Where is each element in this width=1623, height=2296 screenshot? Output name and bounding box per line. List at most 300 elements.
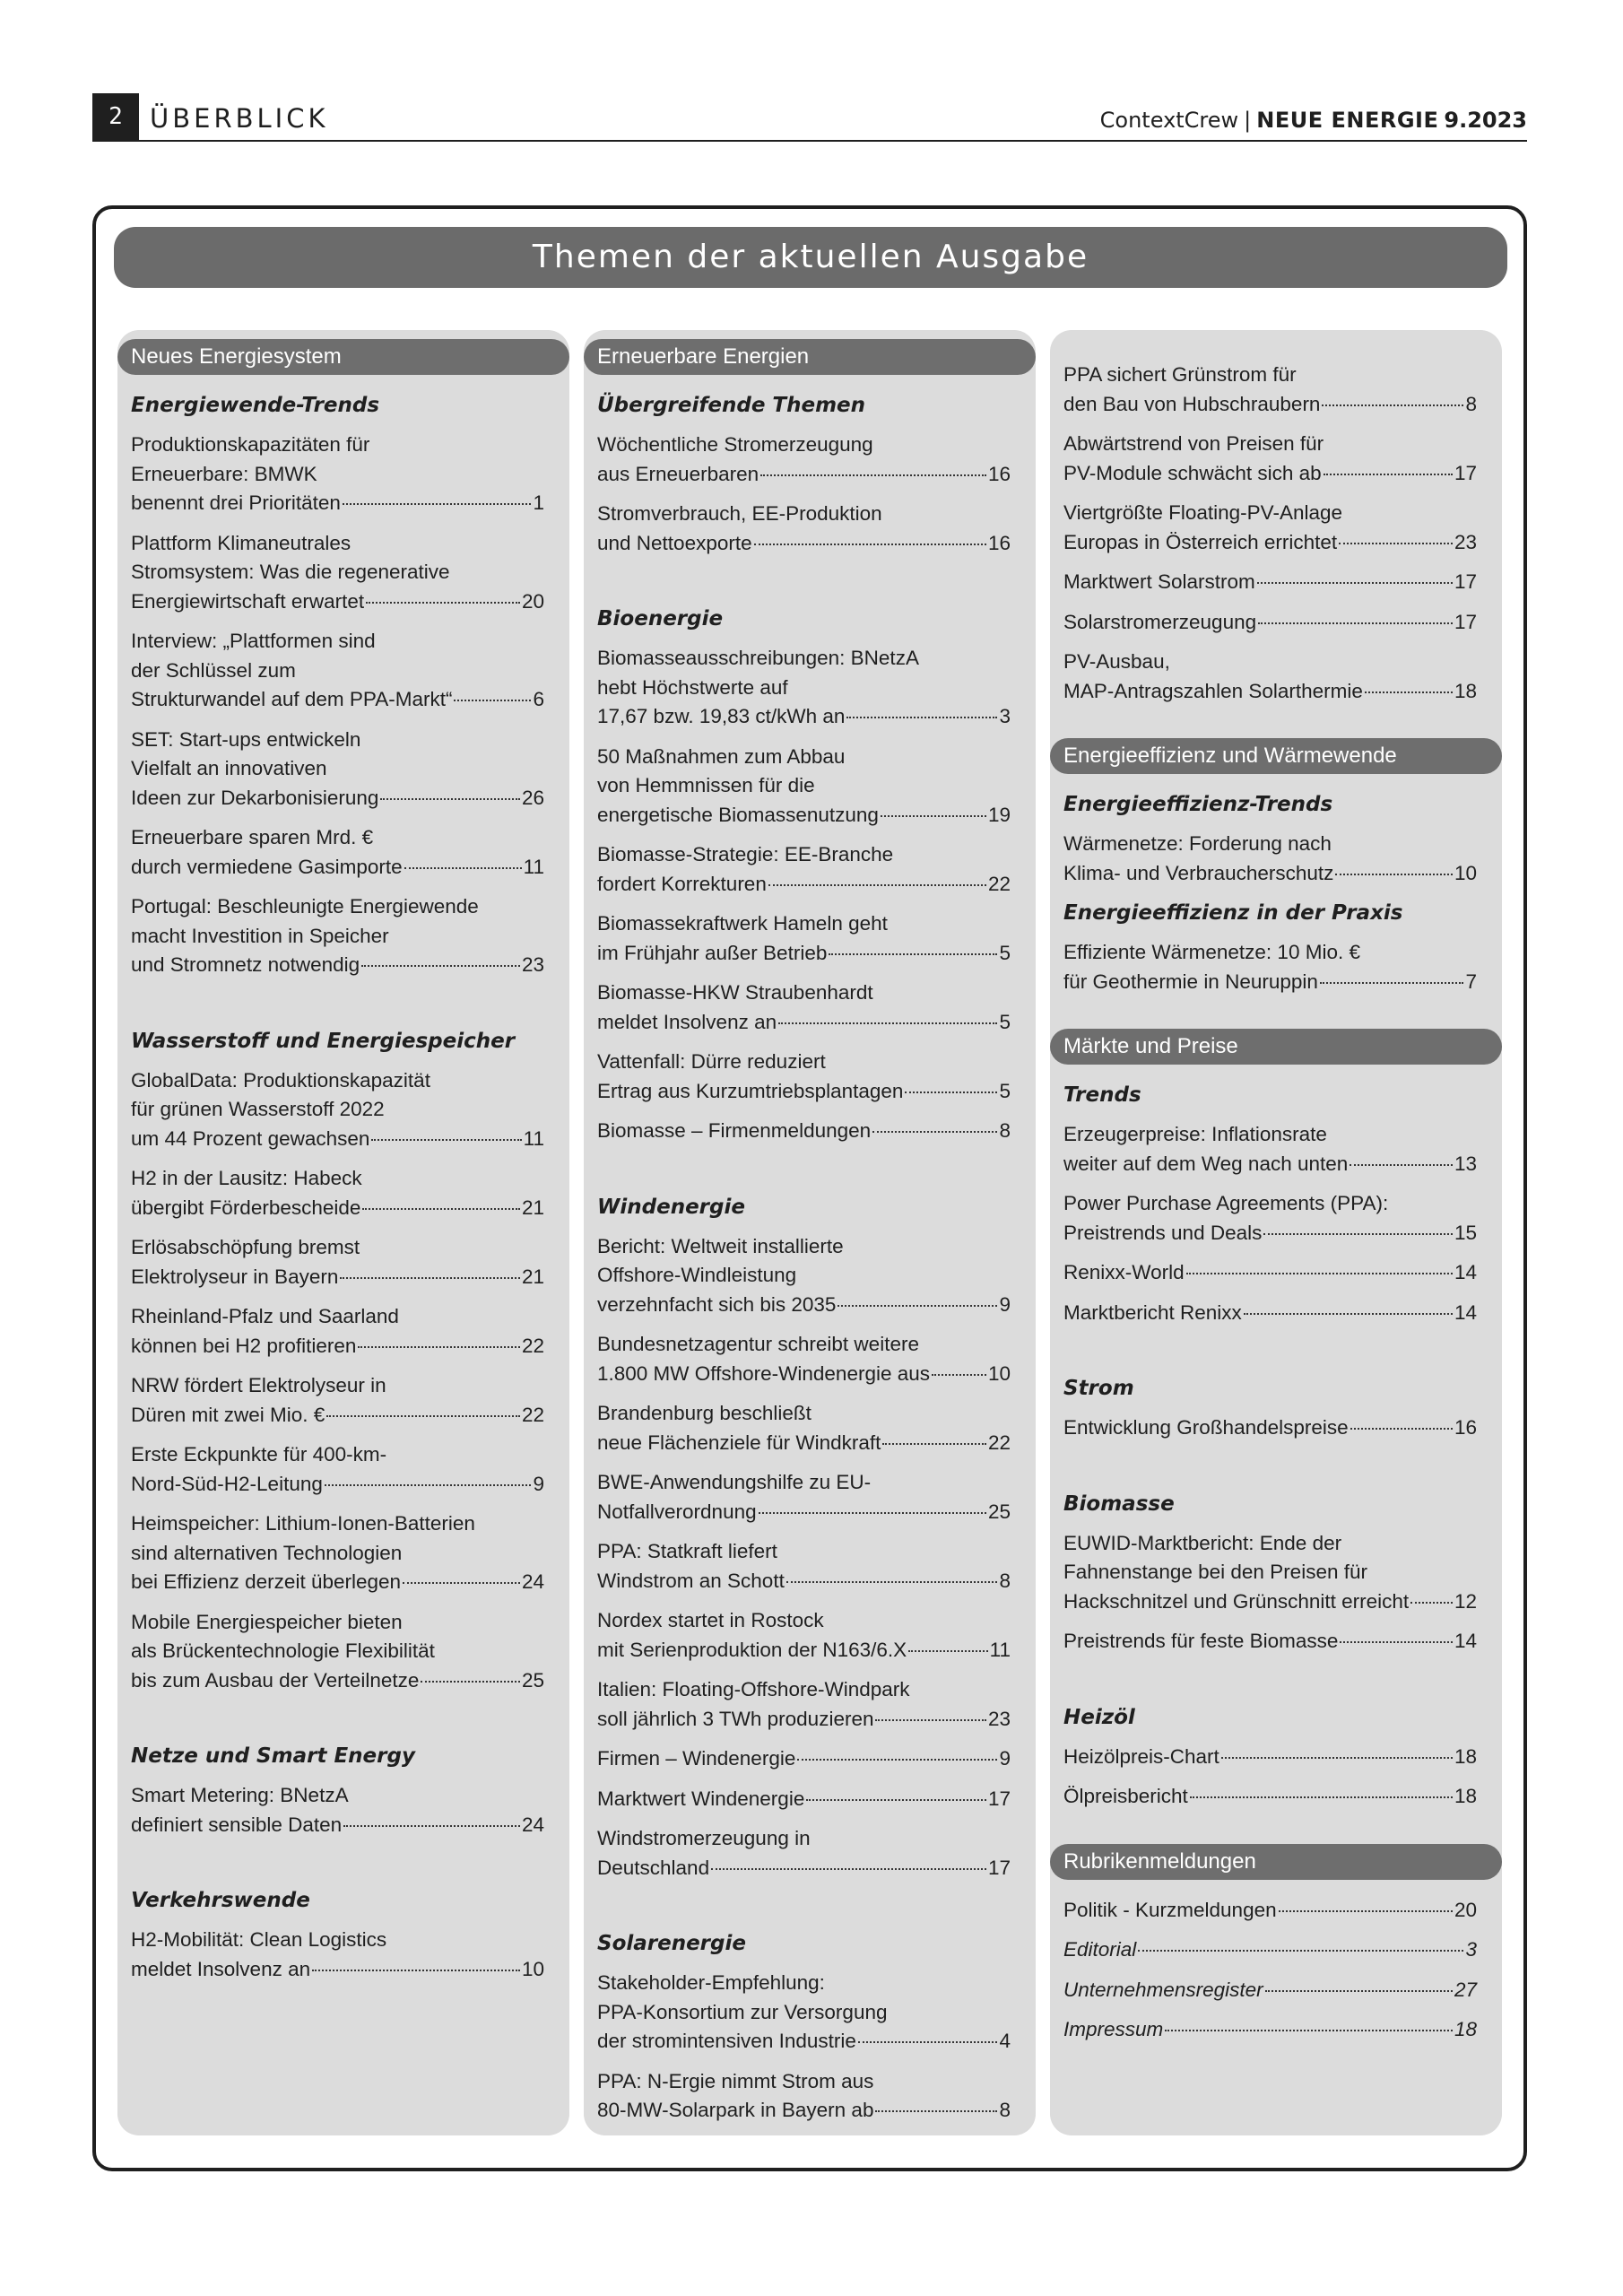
dot-leader	[908, 1650, 987, 1652]
entry-last-line	[597, 460, 1011, 490]
contents-title: Themen der aktuellen Ausgabe	[114, 227, 1507, 288]
entry-text: im Frühjahr außer Betrieb	[597, 941, 828, 964]
entry-last-line	[1063, 677, 1477, 707]
entry-text: den Bau von Hubschraubern	[1063, 392, 1321, 415]
toc-entry	[1050, 1627, 1502, 1657]
subsection-heading: Bioenergie	[597, 607, 724, 631]
page-number-ref: 16	[987, 462, 1011, 485]
toc-entry	[117, 892, 569, 980]
entry-line: macht Investition in Speicher	[131, 924, 389, 947]
toc-entry	[1050, 938, 1502, 996]
entry-last-line	[131, 587, 544, 617]
brand-name: NEUE ENERGIE	[1256, 108, 1439, 133]
entry-line: Windstromerzeugung in	[597, 1827, 811, 1849]
entry-last-line	[597, 2027, 1011, 2057]
page-number-ref: 21	[521, 1265, 544, 1288]
entry-text: Marktwert Solarstrom	[1063, 570, 1255, 593]
entry-text: energetische Biomassenutzung	[597, 803, 879, 826]
dot-leader	[905, 1091, 997, 1093]
toc-entry	[584, 500, 1036, 558]
entry-line: sind alternativen Technologien	[131, 1541, 403, 1564]
entry-last-line	[1063, 1896, 1477, 1926]
page-number-ref: 22	[987, 872, 1011, 895]
dot-leader	[875, 1719, 985, 1721]
page-number-ref: 9	[999, 1747, 1011, 1770]
dot-leader	[846, 717, 997, 718]
entry-line: Interview: „Plattformen sind	[131, 630, 376, 652]
entry-text: Preistrends für feste Biomasse	[1063, 1630, 1339, 1652]
entry-text: Unternehmensregister	[1063, 1978, 1263, 2001]
section-title: ÜBERBLICK	[150, 103, 329, 134]
spacer	[1050, 1338, 1502, 1374]
page-number-ref: 17	[1454, 461, 1477, 484]
dot-leader	[881, 815, 986, 817]
entry-line: PPA: Statkraft liefert	[597, 1540, 777, 1562]
dot-leader	[404, 867, 522, 869]
dot-leader	[1265, 1990, 1453, 1992]
entry-last-line	[597, 1636, 1011, 1665]
entry-text: Energiewirtschaft erwartet	[131, 589, 365, 613]
page-number-ref: 22	[987, 1431, 1011, 1454]
entry-last-line	[597, 1705, 1011, 1735]
entry-line: Biomasseausschreibungen: BNetzA	[597, 647, 919, 669]
entry-last-line	[1063, 1587, 1477, 1617]
entry-line: der Schlüssel zum	[131, 658, 296, 682]
category-header: Erneuerbare Energien	[584, 339, 1036, 375]
entry-text: Elektrolyseur in Bayern	[131, 1265, 339, 1288]
entry-last-line	[597, 1744, 1011, 1774]
entry-text: Ölpreisbericht	[1063, 1785, 1188, 1807]
entry-last-line	[1063, 390, 1477, 420]
entry-line: Produktionskapazitäten für	[131, 433, 370, 456]
entry-last-line	[131, 1194, 544, 1223]
entry-text: durch vermiedene Gasimporte	[131, 855, 403, 878]
subsection-heading: Energiewende-Trends	[131, 394, 380, 417]
spacer	[1050, 717, 1502, 738]
contents-column-1	[117, 330, 569, 2135]
page-number-ref: 5	[999, 1079, 1011, 1102]
entry-line: Erzeugerpreise: Inflationsrate	[1063, 1123, 1327, 1145]
entry-last-line	[1063, 1150, 1477, 1179]
page-number-ref: 9	[999, 1292, 1011, 1316]
entry-line: Effiziente Wärmenetze: 10 Mio. €	[1063, 941, 1360, 963]
entry-last-line	[1063, 1413, 1477, 1443]
entry-last-line	[597, 1008, 1011, 1038]
entry-last-line	[131, 1263, 544, 1292]
entry-line: Rheinland-Pfalz und Saarland	[131, 1305, 399, 1327]
entry-line: EUWID-Marktbericht: Ende der	[1063, 1531, 1342, 1554]
entry-line: Erste Eckpunkte für 400-km-	[131, 1443, 387, 1465]
toc-entry	[117, 1371, 569, 1430]
entry-last-line	[597, 1567, 1011, 1596]
entry-text: benennt drei Prioritäten	[131, 491, 341, 514]
page-number-ref: 18	[1454, 1744, 1477, 1768]
spacer	[1050, 339, 1502, 361]
entry-last-line	[597, 1854, 1011, 1883]
entry-text: Entwicklung Großhandelspreise	[1063, 1416, 1349, 1439]
page-number-ref: 5	[999, 1010, 1011, 1033]
entry-line: Nordex startet in Rostock	[597, 1609, 824, 1631]
entry-last-line	[597, 1785, 1011, 1814]
entry-line: Wöchentliche Stromerzeugung	[597, 433, 873, 456]
dot-leader	[797, 1759, 997, 1761]
dot-leader	[1263, 1233, 1453, 1235]
entry-text: Preistrends und Deals	[1063, 1221, 1263, 1244]
dot-leader	[838, 1305, 997, 1307]
dot-leader	[1350, 1164, 1453, 1166]
entry-text: Editorial	[1063, 1938, 1137, 1961]
spacer	[1050, 1454, 1502, 1490]
dot-leader	[1410, 1602, 1453, 1604]
dot-leader	[312, 1970, 520, 1971]
page-number-ref: 16	[1454, 1416, 1477, 1439]
entry-text: um 44 Prozent gewachsen	[131, 1126, 370, 1150]
page-number-ref: 12	[1454, 1589, 1477, 1613]
toc-entry	[1050, 1782, 1502, 1812]
dot-leader	[362, 1208, 520, 1210]
page-number-ref: 15	[1454, 1221, 1477, 1244]
entry-line: Erneuerbare sparen Mrd. €	[131, 826, 374, 848]
page-number-ref: 24	[521, 1570, 544, 1593]
dot-leader	[778, 1022, 997, 1024]
toc-entry	[584, 1824, 1036, 1883]
dot-leader	[1279, 1910, 1453, 1912]
entry-last-line	[597, 1429, 1011, 1458]
page-number-ref: 18	[1454, 2018, 1477, 2040]
toc-entry	[1050, 499, 1502, 557]
page-number-ref: 19	[987, 803, 1011, 826]
entry-text: übergibt Förderbescheide	[131, 1196, 361, 1219]
entry-text: mit Serienproduktion der N163/6.X	[597, 1638, 907, 1661]
page-number-ref: 17	[1454, 570, 1477, 593]
entry-text: meldet Insolvenz an	[131, 1957, 311, 1980]
contents-box	[92, 205, 1527, 2171]
entry-text: Ideen zur Dekarbonisierung	[131, 786, 379, 809]
toc-entry	[584, 430, 1036, 489]
page-number-ref: 21	[521, 1196, 544, 1219]
entry-line: Stromverbrauch, EE-Produktion	[597, 502, 882, 525]
entry-line: Abwärtstrend von Preisen für	[1063, 432, 1324, 455]
entry-text: Hackschnitzel und Grünschnitt erreicht	[1063, 1589, 1410, 1613]
spacer	[117, 991, 569, 1027]
entry-last-line	[597, 702, 1011, 732]
page-number-ref: 11	[989, 1638, 1011, 1661]
category-header: Neues Energiesystem	[117, 339, 569, 375]
entry-text: Europas in Österreich errichtet	[1063, 530, 1338, 553]
subsection-heading: Energieeffizienz-Trends	[1063, 793, 1333, 816]
entry-last-line	[131, 853, 544, 883]
dot-leader	[754, 544, 986, 545]
subsection-heading: Übergreifende Themen	[597, 394, 866, 417]
toc-entry	[1050, 1120, 1502, 1178]
entry-line: Smart Metering: BNetzA	[131, 1784, 349, 1806]
entry-text: können bei H2 profitieren	[131, 1334, 357, 1357]
toc-entry	[117, 627, 569, 715]
entry-line: 50 Maßnahmen zum Abbau	[597, 744, 846, 768]
dot-leader	[371, 1139, 521, 1141]
page-number-ref: 4	[999, 2030, 1011, 2052]
spacer	[1050, 1007, 1502, 1029]
dot-leader	[882, 1443, 986, 1445]
toc-entry	[584, 743, 1036, 831]
page-number: 2	[92, 93, 139, 140]
dot-leader	[1340, 1641, 1453, 1643]
toc-entry	[584, 644, 1036, 732]
toc-entry	[584, 1330, 1036, 1388]
toc-entry	[584, 978, 1036, 1037]
entry-last-line	[1063, 859, 1477, 889]
entry-text: Ertrag aus Kurzumtriebsplantagen	[597, 1079, 904, 1102]
toc-entry	[1050, 2015, 1502, 2045]
toc-entry	[117, 1608, 569, 1696]
entry-text: fordert Korrekturen	[597, 872, 767, 895]
entry-last-line	[597, 1498, 1011, 1527]
toc-entry	[1050, 1529, 1502, 1617]
toc-entry	[117, 823, 569, 882]
dot-leader	[1335, 874, 1453, 875]
spacer	[584, 1893, 1036, 1929]
entry-last-line	[597, 529, 1011, 559]
toc-entry	[1050, 1896, 1502, 1926]
dot-leader	[403, 1582, 520, 1584]
entry-last-line	[1063, 528, 1477, 558]
page-number-ref: 23	[521, 953, 544, 976]
entry-text: soll jährlich 3 TWh produzieren	[597, 1707, 874, 1730]
subsection-heading: Heizöl	[1063, 1705, 1135, 1729]
entry-line: Bericht: Weltweit installierte	[597, 1234, 844, 1257]
dot-leader	[361, 965, 520, 967]
entry-text: definiert sensible Daten	[131, 1813, 343, 1836]
entry-line: PPA-Konsortium zur Versorgung	[597, 2000, 888, 2023]
entry-text: der stromintensiven Industrie	[597, 2030, 856, 2052]
dot-leader	[1186, 1273, 1453, 1274]
entry-last-line	[1063, 1299, 1477, 1328]
entry-line: Heimspeicher: Lithium-Ionen-Batterien	[131, 1512, 475, 1535]
entry-line: PV-Ausbau,	[1063, 650, 1170, 673]
page-number-ref: 23	[1454, 530, 1477, 553]
entry-text: Marktbericht Renixx	[1063, 1300, 1242, 1324]
toc-entry	[584, 1675, 1036, 1734]
toc-entry	[1050, 1299, 1502, 1328]
entry-text: Impressum	[1063, 2018, 1164, 2040]
page-header	[92, 93, 1527, 142]
dot-leader	[1339, 543, 1453, 544]
publisher: ContextCrew	[1099, 108, 1239, 133]
dot-leader	[806, 1799, 986, 1801]
entry-last-line	[1063, 1782, 1477, 1812]
entry-text: neue Flächenziele für Windkraft	[597, 1431, 881, 1454]
entry-line: GlobalData: Produktionskapazität	[131, 1068, 430, 1091]
toc-entry	[1050, 1258, 1502, 1288]
dot-leader	[1365, 691, 1453, 693]
entry-text: Notfallverordnung	[597, 1500, 757, 1523]
page-number-ref: 8	[1465, 392, 1477, 415]
dot-leader	[340, 1277, 520, 1279]
toc-entry	[117, 1164, 569, 1222]
entry-text: meldet Insolvenz an	[597, 1010, 777, 1033]
entry-last-line	[131, 1470, 544, 1500]
entry-text: 17,67 bzw. 19,83 ct/kWh an	[597, 705, 846, 727]
masthead	[1100, 104, 1527, 136]
page-number-ref: 14	[1454, 1261, 1477, 1283]
entry-last-line	[131, 1666, 544, 1696]
page-number-ref: 18	[1454, 679, 1477, 702]
page-number-ref: 13	[1454, 1152, 1477, 1175]
toc-entry	[584, 1117, 1036, 1146]
dot-leader	[1244, 1313, 1453, 1315]
entry-text: 1.800 MW Offshore-Windenergie aus	[597, 1361, 931, 1385]
entry-last-line	[131, 685, 544, 715]
spacer	[584, 569, 1036, 604]
entry-text: 80-MW-Solarpark in Bayern ab	[597, 2099, 874, 2121]
dot-leader	[1165, 2030, 1453, 2031]
toc-entry	[117, 529, 569, 617]
entry-line: Portugal: Beschleunigte Energiewende	[131, 895, 479, 918]
entry-last-line	[1063, 568, 1477, 597]
entry-text: MAP-Antragszahlen Solarthermie	[1063, 679, 1363, 702]
dot-leader	[454, 700, 531, 701]
page-number-ref: 3	[999, 705, 1011, 727]
entry-text: Düren mit zwei Mio. €	[131, 1403, 325, 1426]
dot-leader	[711, 1868, 986, 1870]
page-number-ref: 22	[521, 1334, 544, 1357]
entry-last-line	[131, 489, 544, 518]
page-number-ref: 17	[987, 1787, 1011, 1810]
dot-leader	[380, 798, 520, 800]
dot-leader	[1350, 1428, 1453, 1430]
entry-text: Windstrom an Schott	[597, 1569, 785, 1592]
page-number-ref: 10	[521, 1957, 544, 1980]
entry-last-line	[597, 870, 1011, 900]
toc-entry	[1050, 568, 1502, 597]
subsection-heading: Solarenergie	[597, 1932, 746, 1955]
page-number-ref: 20	[1454, 1898, 1477, 1921]
toc-entry	[117, 1509, 569, 1597]
entry-line: Offshore-Windleistung	[597, 1264, 797, 1286]
page-number-ref: 1	[533, 491, 544, 514]
entry-text: und Nettoexporte	[597, 531, 752, 554]
spacer	[117, 1706, 569, 1742]
entry-text: bei Effizienz derzeit überlegen	[131, 1570, 402, 1593]
toc-entry	[584, 1785, 1036, 1814]
spacer	[1050, 1822, 1502, 1844]
page-number-ref: 5	[999, 941, 1011, 964]
entry-line: SET: Start-ups entwickeln	[131, 727, 361, 751]
entry-last-line	[597, 1117, 1011, 1146]
entry-last-line	[1063, 1627, 1477, 1657]
masthead-separator: |	[1244, 108, 1252, 133]
dot-leader	[343, 1825, 520, 1827]
page-number-ref: 8	[999, 1569, 1011, 1592]
page-number-ref: 24	[521, 1813, 544, 1836]
entry-line: H2-Mobilität: Clean Logistics	[131, 1928, 387, 1951]
page-number-ref: 20	[521, 589, 544, 613]
page-number-ref: 11	[523, 855, 544, 878]
entry-last-line	[131, 1332, 544, 1361]
subsection-heading: Verkehrswende	[131, 1889, 310, 1912]
entry-line: BWE-Anwendungshilfe zu EU-	[597, 1471, 872, 1493]
entry-line: hebt Höchstwerte auf	[597, 675, 788, 699]
dot-leader	[760, 474, 986, 476]
entry-last-line	[131, 1955, 544, 1985]
toc-entry	[1050, 830, 1502, 888]
entry-last-line	[1063, 459, 1477, 489]
dot-leader	[1320, 982, 1464, 984]
toc-entry	[584, 1232, 1036, 1320]
entry-last-line	[131, 951, 544, 980]
page-number-ref: 18	[1454, 1785, 1477, 1807]
entry-line: H2 in der Lausitz: Habeck	[131, 1167, 362, 1189]
toc-entry	[584, 1537, 1036, 1596]
entry-line: Italien: Floating-Offshore-Windpark	[597, 1678, 910, 1700]
toc-entry	[1050, 361, 1502, 419]
dot-leader	[1221, 1757, 1453, 1759]
category-header: Rubrikenmeldungen	[1050, 1844, 1502, 1880]
page-number-ref: 14	[1454, 1300, 1477, 1324]
page-number-ref: 9	[533, 1472, 544, 1495]
dot-leader	[325, 1484, 532, 1486]
page-number-ref: 14	[1454, 1630, 1477, 1652]
entry-line: Viertgrößte Floating-PV-Anlage	[1063, 501, 1343, 524]
entry-last-line	[131, 1401, 544, 1431]
toc-entry	[584, 1048, 1036, 1106]
entry-line: Stromsystem: Was die regenerative	[131, 561, 450, 583]
contents-column-3	[1050, 330, 1502, 2135]
subsection-heading: Windenergie	[597, 1195, 745, 1219]
page-number-ref: 7	[1465, 970, 1477, 993]
entry-last-line	[1063, 968, 1477, 997]
page-number-ref: 26	[521, 786, 544, 809]
subsection-heading: Trends	[1063, 1083, 1141, 1107]
entry-line: NRW fördert Elektrolyseur in	[131, 1374, 386, 1396]
entry-text: Renixx-World	[1063, 1261, 1185, 1283]
entry-line: von Hemmnissen für die	[597, 774, 815, 796]
entry-text: Marktwert Windenergie	[597, 1787, 805, 1810]
subsection-heading: Wasserstoff und Energiespeicher	[131, 1029, 516, 1053]
entry-last-line	[597, 1291, 1011, 1320]
entry-line: Erlösabschöpfung bremst	[131, 1236, 360, 1258]
dot-leader	[1138, 1950, 1463, 1952]
page-number-ref: 23	[987, 1707, 1011, 1730]
dot-leader	[932, 1374, 986, 1376]
toc-entry	[117, 430, 569, 518]
entry-last-line	[1063, 1935, 1477, 1965]
entry-text: Nord-Süd-H2-Leitung	[131, 1472, 323, 1495]
entry-last-line	[1063, 2015, 1477, 2045]
toc-entry	[1050, 608, 1502, 638]
toc-entry	[584, 1399, 1036, 1457]
toc-entry	[117, 726, 569, 813]
toc-entry	[117, 1781, 569, 1839]
spacer	[1050, 1667, 1502, 1703]
toc-entry	[584, 1969, 1036, 2057]
entry-last-line	[597, 1360, 1011, 1389]
entry-text: Biomasse – Firmenmeldungen	[597, 1119, 872, 1142]
toc-entry	[584, 2067, 1036, 2126]
page-number-ref: 25	[521, 1668, 544, 1692]
toc-entry	[1050, 1935, 1502, 1965]
category-header: Energieeffizienz und Wärmewende	[1050, 738, 1502, 774]
entry-line: für grünen Wasserstoff 2022	[131, 1098, 385, 1120]
toc-entry	[584, 1468, 1036, 1526]
entry-last-line	[1063, 1743, 1477, 1772]
page-number-ref: 22	[521, 1403, 544, 1426]
toc-entry	[1050, 1189, 1502, 1248]
entry-last-line	[597, 1077, 1011, 1107]
contents-column-2	[584, 330, 1036, 2135]
issue-number: 9.2023	[1444, 108, 1527, 133]
toc-entry	[584, 1744, 1036, 1774]
